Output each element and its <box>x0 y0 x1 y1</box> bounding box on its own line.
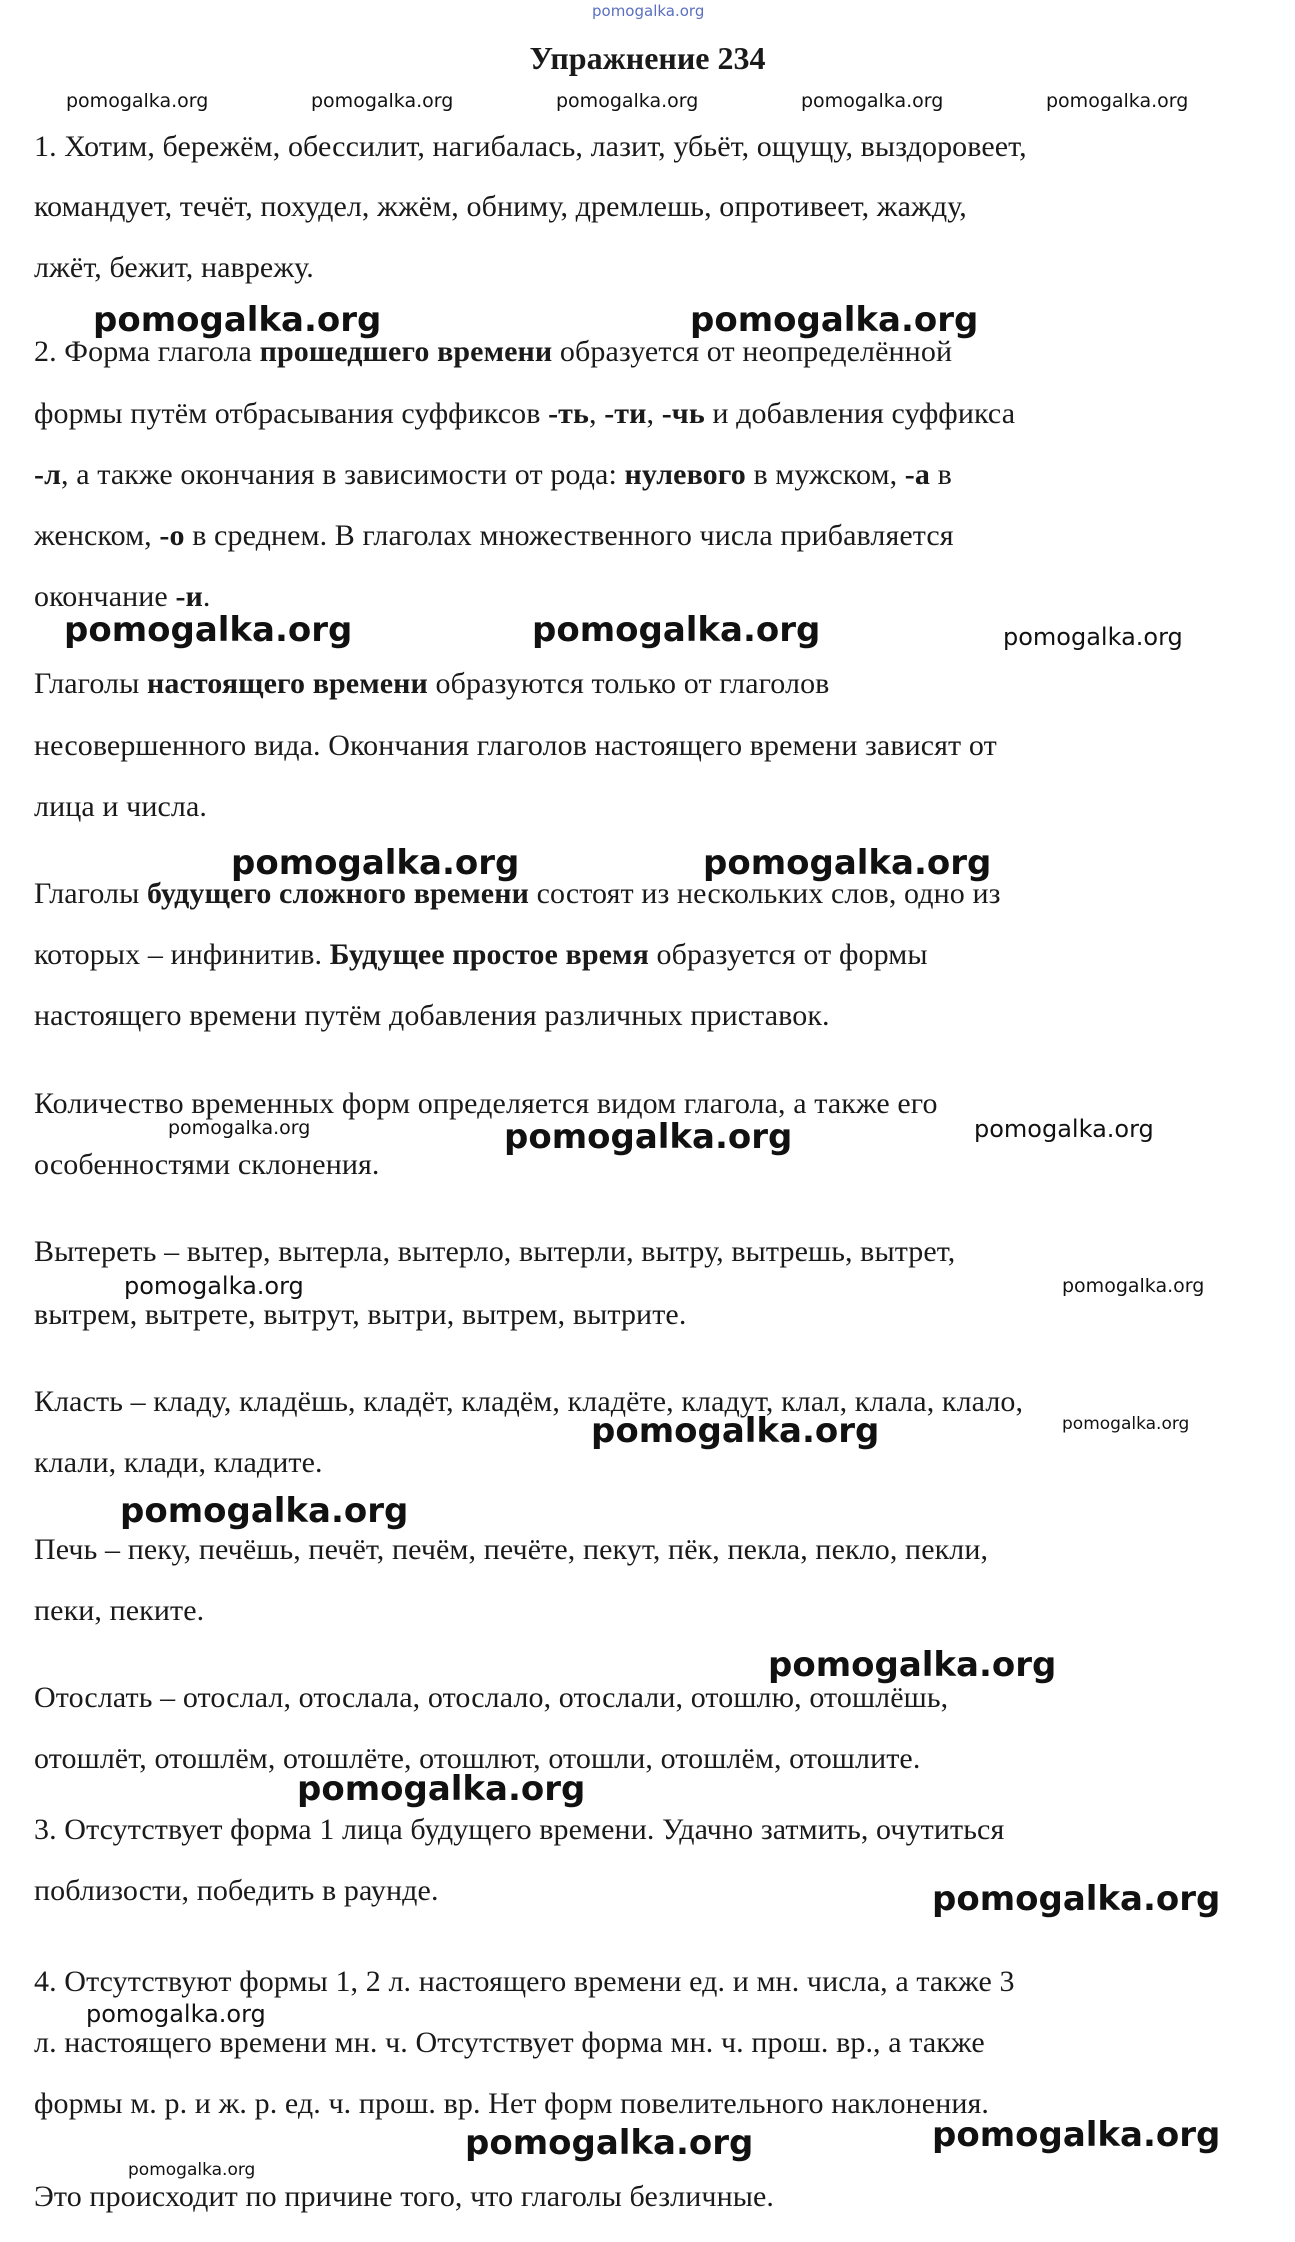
watermark: pomogalka.org <box>1062 1414 1190 1434</box>
text-line: особенностями склонения. <box>34 1148 380 1181</box>
watermark: pomogalka.org <box>1046 90 1189 112</box>
watermark: pomogalka.org <box>465 2123 754 2163</box>
watermark: pomogalka.org <box>120 1491 409 1531</box>
text-line: командует, течёт, похудел, жжём, обниму, дремлешь, опротивеет, жажду, <box>34 190 967 223</box>
text-line: Глаголы будущего сложного времени состоят из нескольких слов, одно из <box>34 877 1001 910</box>
watermark: pomogalka.org <box>974 1115 1154 1143</box>
text-line: лица и числа. <box>34 790 207 823</box>
text-line: Отослать – отослал, отослала, отослало, отослали, отошлю, отошлёшь, <box>34 1681 949 1714</box>
text-line: Вытереть – вытер, вытерла, вытерло, вытерли, вытру, вытрешь, вытрет, <box>34 1235 956 1268</box>
text-line: Класть – кладу, кладёшь, кладёт, кладём, кладёте, кладут, клал, клала, клало, <box>34 1385 1024 1418</box>
watermark: pomogalka.org <box>532 610 821 650</box>
text-line: формы путём отбрасывания суффиксов -ть, -ти, -чь и добавления суффикса <box>34 397 1016 430</box>
watermark: pomogalka.org <box>690 300 979 340</box>
watermark: pomogalka.org <box>768 1645 1057 1685</box>
watermark: pomogalka.org <box>1003 623 1183 651</box>
text-line: клали, клади, кладите. <box>34 1446 323 1479</box>
text-line: 4. Отсутствуют формы 1, 2 л. настоящего времени ед. и мн. числа, а также 3 <box>34 1965 1015 1998</box>
text-line: лжёт, бежит, наврежу. <box>34 251 314 284</box>
watermark: pomogalka.org <box>297 1769 586 1809</box>
term-past-tense: прошедшего времени <box>259 335 553 368</box>
watermark: pomogalka.org <box>64 610 353 650</box>
text-line: женском, -о в среднем. В глаголах множественного числа прибавляется <box>34 519 954 552</box>
text-line: окончание -и. <box>34 580 211 613</box>
text-line: поблизости, победить в раунде. <box>34 1874 439 1907</box>
watermark: pomogalka.org <box>932 2115 1221 2155</box>
text-line: л. настоящего времени мн. ч. Отсутствует форма мн. ч. прош. вр., а также <box>34 2026 985 2059</box>
text-line: 2. Форма глагола прошедшего времени образуется от неопределённой <box>34 335 953 368</box>
watermark: pomogalka.org <box>591 1411 880 1451</box>
text-line: пеки, пеките. <box>34 1594 205 1627</box>
watermark: pomogalka.org <box>66 90 209 112</box>
watermark: pomogalka.org <box>1062 1275 1205 1297</box>
watermark: pomogalka.org <box>311 90 454 112</box>
text-line: Печь – пеку, печёшь, печёт, печём, печёте, пекут, пёк, пекла, пекло, пекли, <box>34 1533 989 1566</box>
text-line: отошлёт, отошлём, отошлёте, отошлют, отошли, отошлём, отошлите. <box>34 1742 921 1775</box>
watermark: pomogalka.org <box>504 1117 793 1157</box>
text-line: настоящего времени путём добавления различных приставок. <box>34 999 830 1032</box>
site-header-watermark: pomogalka.org <box>592 2 705 20</box>
page-title: Упражнение 234 <box>529 40 766 76</box>
watermark: pomogalka.org <box>703 843 992 883</box>
watermark: pomogalka.org <box>932 1879 1221 1919</box>
watermark: pomogalka.org <box>168 1117 311 1139</box>
text-line: Это происходит по причине того, что глаголы безличные. <box>34 2180 775 2213</box>
watermark: pomogalka.org <box>556 90 699 112</box>
watermark: pomogalka.org <box>231 843 520 883</box>
watermark: pomogalka.org <box>801 90 944 112</box>
text-line: Количество временных форм определяется видом глагола, а также его <box>34 1087 938 1120</box>
text-line: -л, а также окончания в зависимости от рода: нулевого в мужском, -а в <box>34 458 952 491</box>
text-line: которых – инфинитив. Будущее простое время образуется от формы <box>34 938 928 971</box>
text-line: 1. Хотим, бережём, обессилит, нагибалась, лазит, убьёт, ощущу, выздоровеет, <box>34 130 1027 163</box>
text-line: 3. Отсутствует форма 1 лица будущего времени. Удачно затмить, очутиться <box>34 1813 1005 1846</box>
watermark: pomogalka.org <box>128 2160 256 2180</box>
text-line: несовершенного вида. Окончания глаголов настоящего времени зависят от <box>34 729 997 762</box>
watermark: pomogalka.org <box>86 2000 266 2028</box>
text-line: вытрем, вытрете, вытрут, вытри, вытрем, вытрите. <box>34 1298 687 1331</box>
watermark: pomogalka.org <box>124 1272 304 1300</box>
text-line: формы м. р. и ж. р. ед. ч. прош. вр. Нет форм повелительного наклонения. <box>34 2087 990 2120</box>
watermark: pomogalka.org <box>93 300 382 340</box>
text-line: Глаголы настоящего времени образуются только от глаголов <box>34 667 830 700</box>
